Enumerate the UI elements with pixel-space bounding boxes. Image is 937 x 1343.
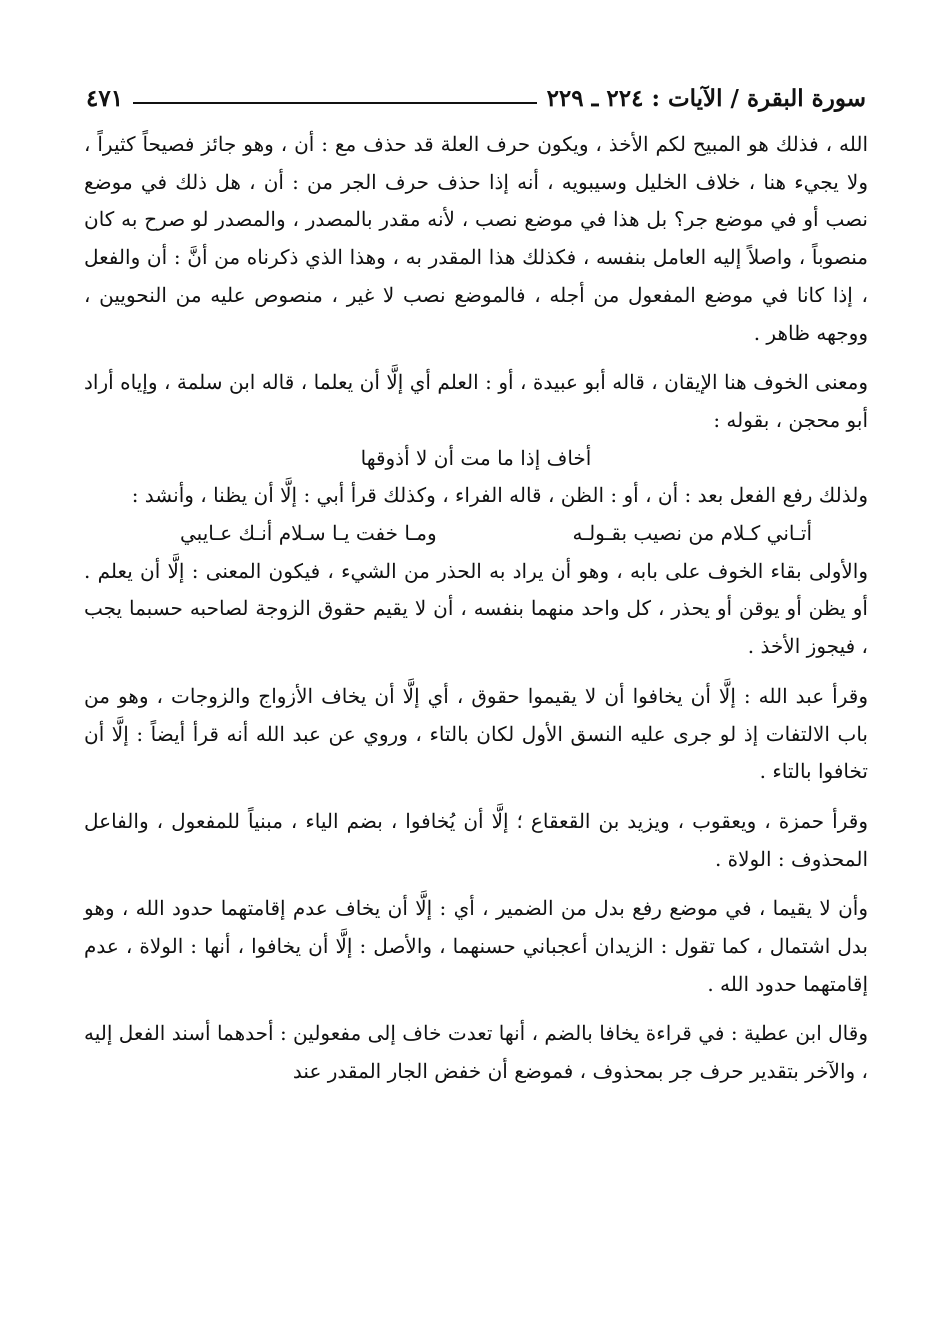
page-header: [86, 78, 866, 112]
paragraph-8: وقال ابن عطية : في قراءة يخافا بالضم ، أنها تعدت خاف إلى مفعولين : أحدهما أسند الفعل إليه ، والآخر بتقدير حرف جر بمحذوف ، فموضع أن خفض الجار المقدر عند: [84, 1021, 868, 1084]
verse-line-1: أخاف إذا ما مت أن لا أذوقها: [360, 445, 592, 470]
verse-couplet: [84, 515, 868, 553]
paragraph-2: ومعنى الخوف هنا الإيقان ، قاله أبو عبيدة ، أو : العلم أي إلَّا أن يعلما ، قاله ابن سلمة ، وإياه أراد أبو محجن ، بقوله :: [84, 370, 868, 432]
paragraph-5: وقرأ عبد الله : إلَّا أن يخافوا أن لا يقيموا حقوق ، أي إلَّا أن يخاف الأزواج والزوجات ، وهو من باب الالتفات إذ لو جرى عليه النسق الأول لكان بالتاء ، وروي عن عبد الله أنه قرأ أيضاً : إلَّا أن تخافوا بالتاء .: [84, 683, 868, 784]
paragraph-4: والأولى بقاء الخوف على بابه ، وهو أن يراد به الحذر من الشيء ، فيكون المعنى : إلَّا أن يعلم . أو يظن أو يوقن أو يحذر ، كل واحد منهما بنفسه ، أن لا يقيم حقوق الزوجة لصاحبه حسبما يجب ، فيجوز الأخذ .: [84, 558, 868, 659]
running-title: سورة البقرة / الآيات : ٢٢٤ ـ ٢٢٩: [546, 85, 866, 112]
verse-second-hemistich: ومـا خفت يـا سـلام أنـك عـايبي: [180, 521, 437, 546]
paragraph-7: وأن لا يقيما ، في موضع رفع بدل من الضمير ، أي : إلَّا أن يخاف عدم إقامتهما حدود الله ، وهو بدل اشتمال ، كما تقول : الزيدان أعجباني حسنهما ، والأصل : إلَّا أن يخافوا ، أنها : الولاة ، عدم إقامتهما حدود الله .: [84, 896, 868, 996]
paragraph-3: ولذلك رفع الفعل بعد : أن ، أو : الظن ، قاله الفراء ، وكذلك قرأ أبي : إلَّا أن يظنا ، وأنشد :: [131, 483, 868, 508]
page-body: [84, 126, 868, 1091]
page-number: ٤٧١: [86, 85, 124, 112]
header-rule: [133, 102, 537, 104]
paragraph-6: وقرأ حمزة ، ويعقوب ، ويزيد بن القعقاع ؛ إلَّا أن يُخافوا ، بضم الياء ، مبنياً للمفعول ، والفاعل المحذوف : الولاة .: [84, 808, 868, 871]
verse-first-hemistich: أتـاني كـلام من نصيب بقـولـه: [572, 521, 812, 546]
paragraph-1: الله ، فذلك هو المبيح لكم الأخذ ، ويكون حرف العلة قد حذف مع : أن ، وهو جائز فصيحاً كثيراً ، ولا يجيء هنا ، خلاف الخليل وسيبويه ، أنه إذا حذف حرف الجر من : أن ، هل ذلك في موضع نصب أو في موضع جر؟ بل هذا في موضع نصب ، لأنه مقدر بالمصدر ، والمصدر لو صرح به كان منصوباً ، واصلاً إليه العامل بنفسه ، فكذلك هذا المقدر به ، وهذا الذي ذكرناه من أنَّ : أن والفعل ، إذا كانا في موضع المفعول من أجله ، فالموضع نصب لا غير ، منصوص عليه من النحويين ، ووجهه ظاهر .: [84, 132, 868, 345]
